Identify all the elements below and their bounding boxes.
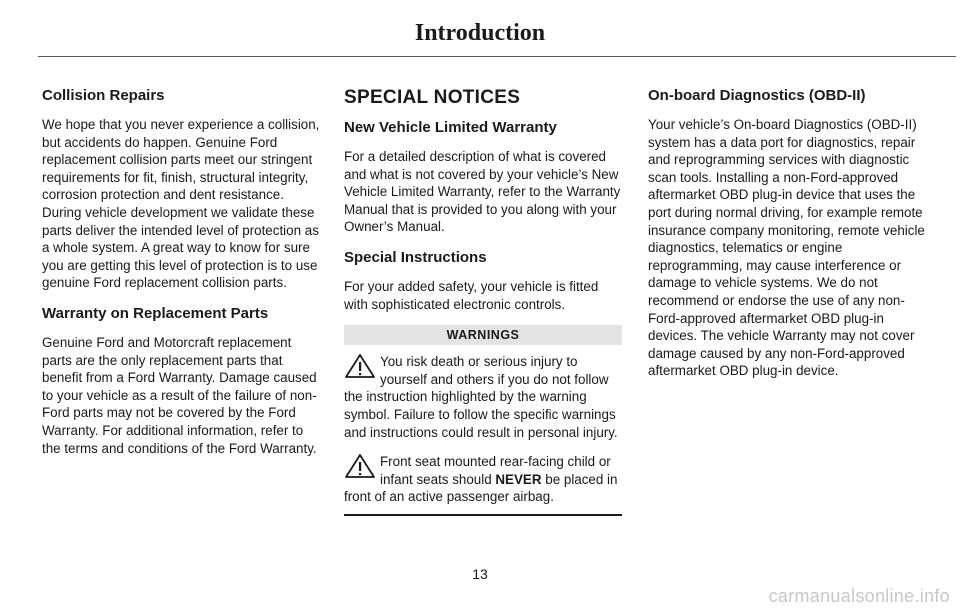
column-right: [648, 86, 926, 392]
warning-triangle-icon: [344, 353, 376, 379]
new-vehicle-warranty-text: For a detailed description of what is covered and what is not covered by your vehicle’s New Vehicle Limited Warranty, refer to the Warranty Manual that is provided to you along with your Owner’s Manual.: [344, 149, 621, 235]
warning-text: You risk death or serious injury to yourself and others if you do not follow the instruction highlighted by the warning symbol. Failure to follow the specific warnings and instructions could result in personal injury.: [344, 354, 618, 440]
warning-item: [344, 453, 622, 506]
special-notices-heading: SPECIAL NOTICES: [344, 87, 521, 108]
warning-text-start: Front seat mounted rear-facing child or infant seats should: [380, 454, 611, 487]
warning-triangle-icon: [344, 453, 376, 479]
page-title: Introduction: [414, 20, 546, 46]
header-divider: [38, 56, 956, 57]
warning-text-end: be placed in front of an active passenger airbag.: [344, 471, 618, 505]
obd-heading: On-board Diagnostics (OBD-II): [648, 87, 866, 104]
warning-text-emphasis: NEVER: [495, 471, 542, 487]
collision-repairs-heading: Collision Repairs: [42, 87, 165, 104]
warning-item: [344, 353, 622, 441]
watermark: carmanualsonline.info: [768, 586, 950, 606]
warranty-replacement-text: Genuine Ford and Motorcraft replacement parts are the only replacement parts that benefit from a Ford Warranty. Damage caused to your vehicle as a result of the failure of non-Ford parts may not be covered by the Ford Warranty. For additional information, refer to the terms and conditions of the Ford Warranty.: [42, 334, 317, 456]
column-middle: [344, 86, 622, 516]
special-instructions-heading: Special Instructions: [344, 248, 487, 266]
column-left: [42, 86, 320, 469]
warnings-end-rule: [344, 514, 622, 516]
warnings-banner: WARNINGS: [344, 325, 622, 345]
special-instructions-text: For your added safety, your vehicle is fitted with sophisticated electronic controls.: [344, 278, 599, 312]
page-number: 13: [472, 566, 488, 582]
obd-text: Your vehicle’s On-board Diagnostics (OBD-II) system has a data port for diagnostics, repair and reprogramming services with diagnostic scan tools. Installing a non-Ford-approved aftermarket OBD plug-in device that uses the port during normal driving, for example remote insurance company monitoring, remote vehicle diagnostics, telematics or engine reprogramming, may cause interference or damage to vehicle systems. We do not recommend or endorse the use of any non-Ford-approved aftermarket OBD plug-in devices. The vehicle Warranty may not cover damage caused by any non-Ford-approved aftermarket OBD plug-in device.: [648, 117, 925, 379]
collision-repairs-text: We hope that you never experience a collision, but accidents do happen. Genuine Ford replacement collision parts meet our stringent requirements for fit, finish, structural integrity, corrosion protection and dent resistance. During vehicle development we validate these parts deliver the intended level of protection as a whole system. A great way to know for sure you are getting this level of protection is to use genuine Ford replacement collision parts.: [42, 117, 320, 291]
warranty-replacement-heading: Warranty on Replacement Parts: [42, 304, 269, 322]
new-vehicle-warranty-heading: New Vehicle Limited Warranty: [344, 119, 557, 136]
